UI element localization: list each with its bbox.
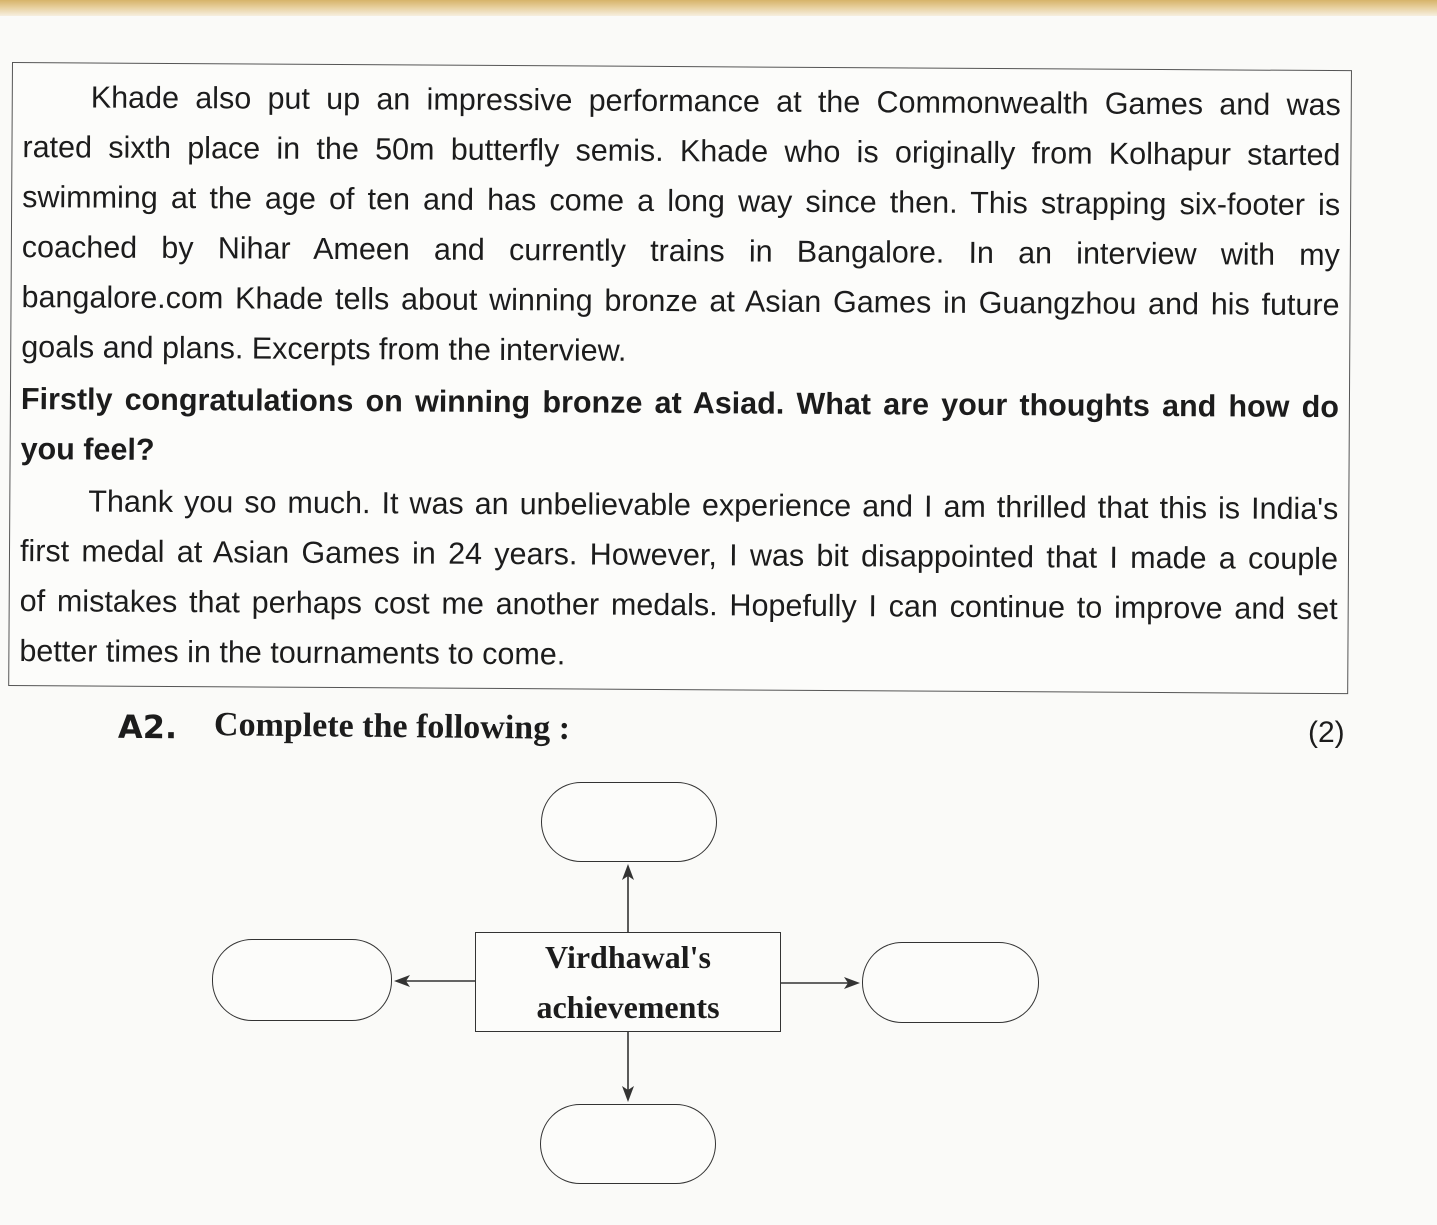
answer-line-2: first medal at Asian Games in 24 years. However, I was bit disappointed that I made a couple [19,534,1339,577]
answer-blank-bottom[interactable] [540,1104,716,1184]
passage-line-1: Khade also put up an impressive performance at the Commonwealth Games and was [90,80,1341,123]
center-concept-box [475,932,781,1032]
question-instruction: Complete the following : [213,706,571,747]
question-marks: (2) [1308,716,1345,749]
passage-box [8,62,1352,694]
passage-line-3: swimming at the age of ten and has come a long way since then. This strapping six-footer is [22,180,1341,223]
center-label-line1: Virdhawal's [545,939,711,975]
page-top-edge [0,0,1437,16]
passage-line-4: coached by Nihar Ameen and currently trains in Bangalore. In an interview with my [21,230,1340,273]
question-number: A2. [117,707,178,747]
passage-line-2: rated sixth place in the 50m butterfly semis. Khade who is originally from Kolhapur started [22,130,1341,173]
center-label-line2: achievements [536,989,720,1025]
answer-line-1: Thank you so much. It was an unbelievable experience and I am thrilled that this is India's [88,484,1339,527]
interview-question-line-1: Firstly congratulations on winning bronze at Asiad. What are your thoughts and how do [20,382,1340,425]
answer-blank-top[interactable] [541,782,717,862]
arrowhead-right [844,977,860,989]
answer-line-3: of mistakes that perhaps cost me another medals. Hopefully I can continue to improve and set [19,584,1338,627]
answer-line-4: better times in the tournaments to come. [19,634,566,672]
arrowhead-up [622,864,634,880]
passage-line-5: bangalore.com Khade tells about winning bronze at Asian Games in Guangzhou and his future [21,280,1340,323]
passage-line-6: goals and plans. Excerpts from the interview. [21,330,627,368]
answer-blank-right[interactable] [862,942,1039,1023]
arrowhead-down [622,1086,634,1102]
arrowhead-left [394,975,410,987]
answer-blank-left[interactable] [212,939,392,1021]
interview-question-line-2: you feel? [20,432,155,467]
